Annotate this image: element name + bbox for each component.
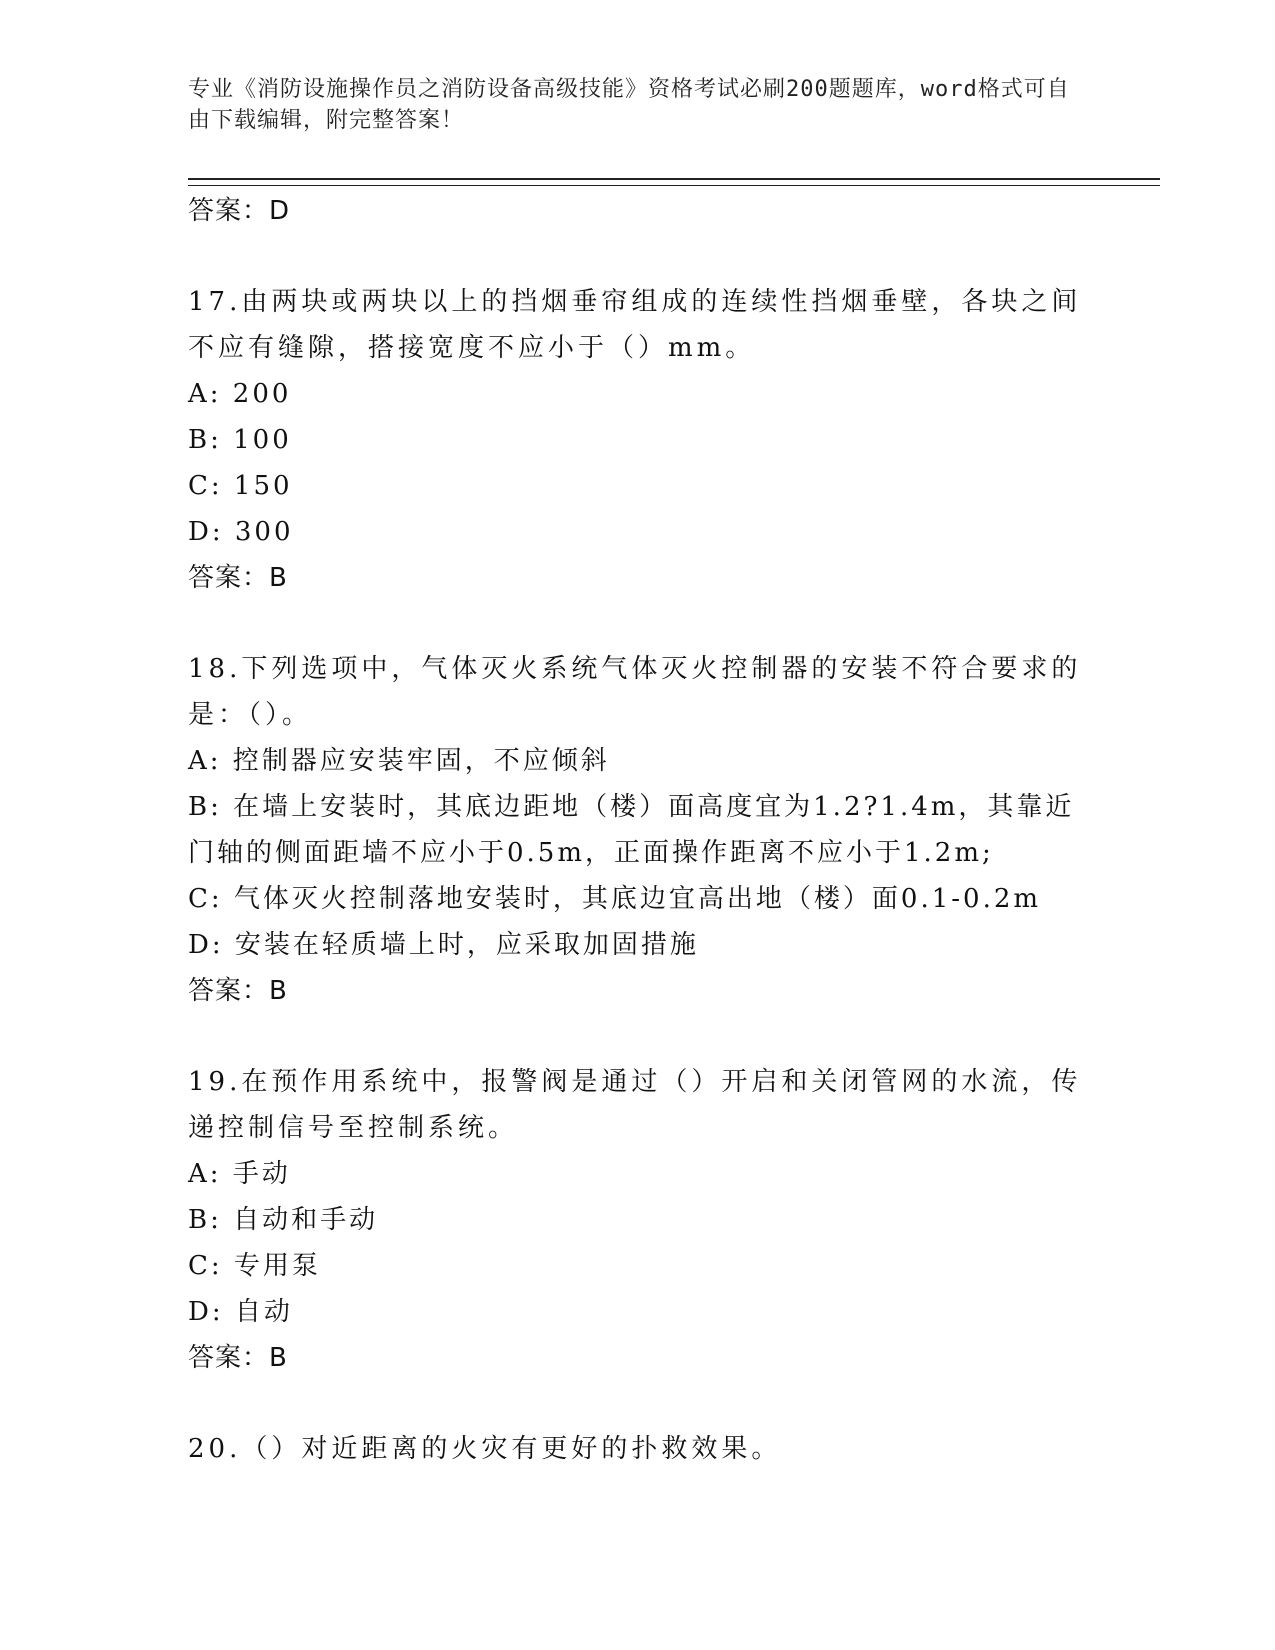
question-18 [188,646,1088,1014]
question-text: 18.下列选项中，气体灭火系统气体灭火控制器的安装不符合要求的是：（）。 [188,654,1082,730]
question-20 [188,1426,1088,1472]
question-text: 20.（）对近距离的火灾有更好的扑救效果。 [188,1434,782,1464]
answer-line: 答案：B [188,563,288,593]
question-17 [188,279,1088,601]
option-b: B: 在墙上安装时，其底边距地（楼）面高度宜为1.2?1.4m，其靠近门轴的侧面距墙不应小于0.5m，正面操作距离不应小于1.2m; [188,792,1075,868]
answer-line: 答案：D [188,196,291,226]
answer-line: 答案：B [188,1343,288,1373]
option-a: A: 200 [188,379,292,409]
answer-line: 答案：B [188,976,288,1006]
option-d: D: 300 [188,517,294,547]
option-b: B: 100 [188,425,292,455]
option-a: A: 控制器应安装牢固，不应倾斜 [188,746,610,776]
option-b: B: 自动和手动 [188,1205,379,1235]
question-text: 19.在预作用系统中，报警阀是通过（）开启和关闭管网的水流，传递控制信号至控制系统。 [188,1067,1082,1143]
option-c: C: 专用泵 [188,1251,321,1281]
option-d: D: 安装在轻质墙上时，应采取加固措施 [188,930,699,960]
document-header [188,74,1088,136]
option-a: A: 手动 [188,1159,291,1189]
header-divider [188,178,1160,186]
option-d: D: 自动 [188,1297,293,1327]
option-c: C: 150 [188,471,293,501]
header-title: 专业《消防设施操作员之消防设备高级技能》资格考试必刷200题题库，word格式可自由下载编辑，附完整答案！ [188,77,1070,133]
document-body [188,188,1088,1472]
question-text: 17.由两块或两块以上的挡烟垂帘组成的连续性挡烟垂壁，各块之间不应有缝隙，搭接宽度不应小于（）mm。 [188,287,1082,363]
question-19 [188,1059,1088,1381]
option-c: C: 气体灭火控制落地安装时，其底边宜高出地（楼）面0.1-0.2m [188,884,1042,914]
